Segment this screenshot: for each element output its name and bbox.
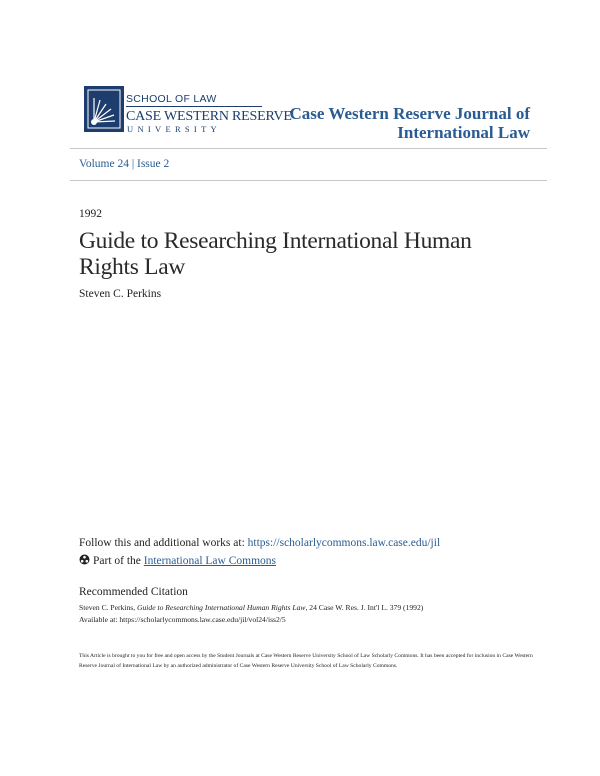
article-author: Steven C. Perkins	[79, 288, 162, 300]
follow-link[interactable]: https://scholarlycommons.law.case.edu/jil	[247, 537, 441, 549]
volume-divider	[70, 180, 547, 181]
part-of-prefix: Part of the	[93, 555, 144, 567]
volume-issue-link[interactable]: Volume 24 | Issue 2	[79, 158, 170, 170]
journal-title-line1: Case Western Reserve Journal of	[289, 104, 530, 123]
citation-title: Guide to Researching International Human Rights Law	[137, 603, 306, 612]
part-of-line	[79, 554, 276, 567]
header-divider	[70, 148, 547, 149]
citation-source: , 24 Case W. Res. J. Int'l L. 379 (1992)	[305, 603, 424, 612]
article-title: Guide to Researching International Human Rights Law	[79, 228, 472, 280]
access-notice: This Article is brought to you for free and open access by the Student Journals at Case Western Reserve University School of Law Scholarly Commons. It has been accepted for inclusion in Case Western Reserve Journal of International Law by an authorized administrator of Case Western Reserve University School of Law Scholarly Commons.	[79, 653, 533, 669]
publication-year: 1992	[79, 208, 102, 220]
school-logo	[84, 86, 292, 134]
recommended-citation	[79, 602, 423, 626]
logo-school-text: SCHOOL OF LAW	[126, 93, 217, 105]
recommended-citation-heading: Recommended Citation	[79, 586, 188, 598]
journal-title-line2: International Law	[397, 123, 530, 142]
logo-university-name: CASE WESTERN RESERVE	[126, 109, 292, 124]
citation-available[interactable]: Available at: https://scholarlycommons.law.case.edu/jil/vol24/iss2/5	[79, 615, 286, 624]
logo-emblem-icon	[84, 86, 124, 132]
journal-title[interactable]	[290, 104, 530, 142]
follow-line	[79, 537, 440, 549]
logo-university-word: UNIVERSITY	[127, 124, 221, 134]
logo-divider	[126, 106, 262, 107]
follow-prefix: Follow this and additional works at:	[79, 537, 248, 549]
international-law-commons-link[interactable]: International Law Commons	[143, 555, 277, 567]
citation-line	[79, 602, 423, 614]
citation-author: Steven C. Perkins,	[79, 603, 138, 612]
commons-network-icon	[79, 554, 90, 565]
